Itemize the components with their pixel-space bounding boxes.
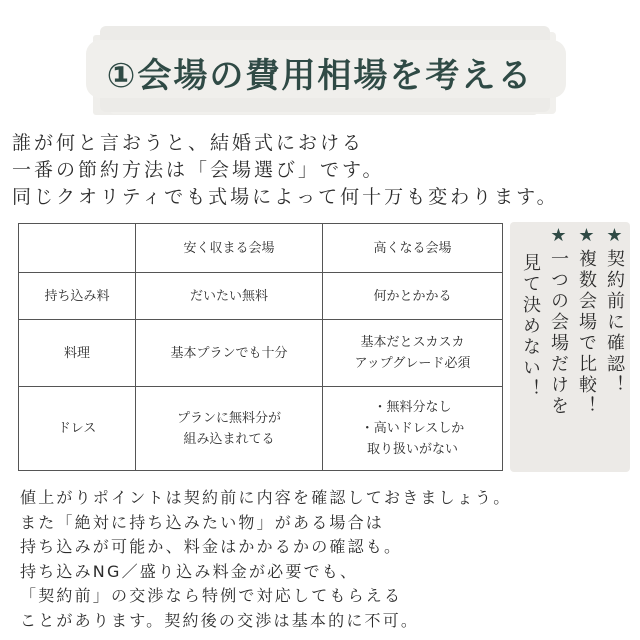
note-column: [544, 225, 572, 417]
cell-line: 何かとかかる: [373, 288, 452, 304]
note-text: 複数会場で比較！: [576, 249, 597, 417]
row-label: ドレス: [19, 387, 136, 471]
cell-line: アップグレード必須: [354, 356, 471, 371]
table-header-cell: 安く収まる会場: [136, 224, 323, 273]
table-row: [19, 387, 503, 471]
cell-line: 基本プランでも十分: [170, 345, 288, 361]
outro-text: [20, 486, 635, 633]
outro-line: 持ち込みが可能か、料金はかかるかの確認も。: [20, 537, 403, 556]
expensive-cell: [323, 387, 503, 471]
note-text: 見て決めない！: [520, 253, 541, 400]
table-row: [19, 273, 503, 320]
cell-line: ・高いドレスしか: [360, 421, 465, 436]
cell-line: 取り扱いがない: [366, 442, 458, 457]
outro-line: 値上がりポイントは契約前に内容を確認しておきましょう。: [20, 488, 512, 507]
outro-line: また「絶対に持ち込みたい物」がある場合は: [20, 512, 385, 532]
cell-line: 基本だとスカスカ: [360, 335, 465, 350]
note-text: 一つの会場だけを: [548, 249, 569, 417]
intro-line: 同じクオリティでも式場によって何十万も変わります。: [12, 186, 559, 208]
table-row: [19, 320, 503, 387]
row-label: 持ち込み料: [19, 273, 136, 320]
intro-line: 一番の節約方法は「会場選び」です。: [12, 159, 385, 181]
note-column: [516, 253, 544, 400]
note-column: [572, 225, 600, 417]
intro-text: [12, 130, 632, 211]
outro-line: 持ち込みNG／盛り込み料金が必要でも、: [20, 561, 359, 581]
comparison-table: [18, 223, 503, 471]
cell-line: プランに無料分が: [176, 410, 281, 426]
note-text: 契約前に確認！: [604, 249, 625, 396]
cell-line: だいたい無料: [189, 288, 268, 304]
star-icon: ★: [604, 225, 625, 249]
notes-vertical: [512, 225, 630, 470]
expensive-cell: [323, 320, 503, 387]
outro-line: 「契約前」の交渉なら特例で対応してもらえる: [20, 586, 403, 605]
cell-line: ・無料分なし: [373, 400, 452, 415]
table-header-cell: 高くなる会場: [323, 224, 503, 273]
star-icon: ★: [576, 225, 597, 249]
star-icon: ★: [548, 225, 569, 249]
cheap-cell: [136, 320, 323, 387]
expensive-cell: [323, 273, 503, 320]
cheap-cell: [136, 273, 323, 320]
outro-line: ことがあります。契約後の交渉は基本的に不可。: [20, 610, 420, 630]
note-column: [600, 225, 628, 396]
cell-line: 組み込まれてる: [183, 431, 275, 447]
page-title: ①会場の費用相場を考える: [106, 56, 534, 96]
table-header-row: [19, 224, 503, 273]
cheap-cell: [136, 387, 323, 471]
intro-line: 誰が何と言おうと、結婚式における: [12, 132, 365, 154]
table-header-cell: [19, 224, 136, 273]
row-label: 料理: [19, 320, 136, 387]
